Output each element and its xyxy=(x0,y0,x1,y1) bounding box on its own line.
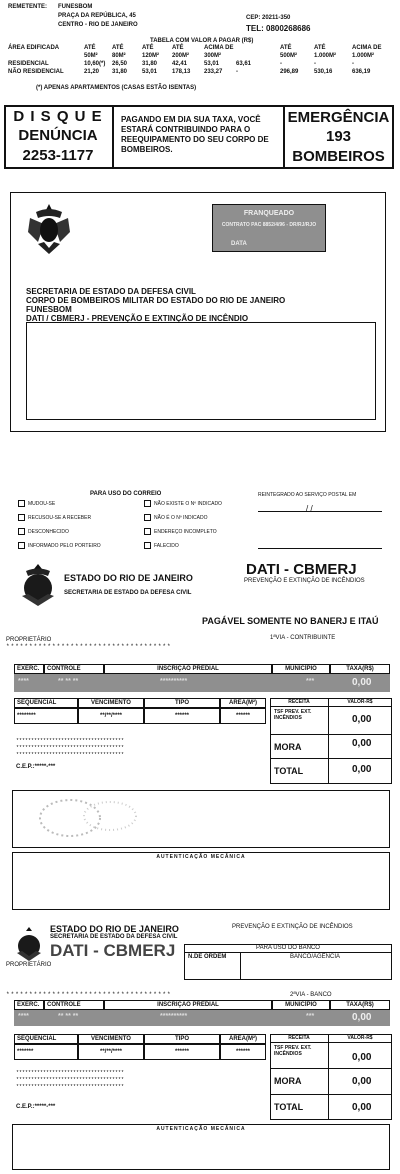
rate-cell-0-5: 63,61 xyxy=(236,61,252,67)
rate-cell-0-2: 31,80 xyxy=(142,61,158,67)
option-nao-existe: NÃO EXISTE O Nº INDICADO xyxy=(154,501,222,507)
slip2-h-area: ÁREA(M²) xyxy=(220,1034,266,1044)
reintegrado-date-line xyxy=(258,511,382,512)
rate-table xyxy=(0,45,400,85)
slip1-pagavel: PAGÁVEL SOMENTE NO BANERJ E ITAÚ xyxy=(202,616,379,626)
checkbox-recusou[interactable] xyxy=(18,514,25,521)
slip1-h-sequencial: SEQUENCIAL xyxy=(14,698,78,708)
slip1-h-controle: CONTROLE xyxy=(44,664,104,674)
rate-cell-1-6: 296,89 xyxy=(280,69,299,75)
slip2-v-municipio: *** xyxy=(306,1013,315,1020)
slip1-stars: ************************************ xyxy=(6,643,172,650)
rate-col-top-2: ATÉ xyxy=(142,45,154,51)
slip2-v-area: ****** xyxy=(220,1044,266,1060)
slip1-addr-stars-3: ************************************ xyxy=(16,752,125,758)
slip2-v-tipo: ****** xyxy=(144,1044,220,1060)
slip1-h-municipio: MUNICÍPIO xyxy=(272,664,330,674)
tel-text: TEL: 0800268686 xyxy=(246,24,311,33)
slip1-addr-stars-1: ************************************ xyxy=(16,738,125,744)
slip1-dati: DATI - CBMERJ xyxy=(246,561,357,578)
slip2-banco-title: PARA USO DO BANCO xyxy=(256,945,320,951)
rate-cell-1-2: 53,01 xyxy=(142,69,158,75)
rate-col-top-7: ACIMA DE xyxy=(352,45,382,51)
option-falecido: FALECIDO xyxy=(154,543,179,549)
slip2-total-label: TOTAL xyxy=(274,1102,304,1112)
option-mudou-se: MUDOU-SE xyxy=(28,501,56,507)
rate-cell-0-7: - xyxy=(314,61,316,67)
rate-table-title: TABELA COM VALOR A PAGAR (R$) xyxy=(150,38,254,44)
rate-cell-1-8: 636,19 xyxy=(352,69,371,75)
slip2-h-municipio: MUNICÍPIO xyxy=(272,1000,330,1010)
cep-text: CEP: 20211-350 xyxy=(246,15,291,21)
slip2-addr-stars-1: ************************************ xyxy=(16,1070,125,1076)
rate-cell-0-4: 53,01 xyxy=(204,61,220,67)
rate-cell-0-1: 26,50 xyxy=(112,61,128,67)
slip2-v-exerc: **** xyxy=(18,1013,29,1020)
slip2-h-inscricao: INSCRIÇÃO PREDIAL xyxy=(104,1000,272,1010)
slip1-receita-desc: TSF PREV. EXT. INCÊNDIOS xyxy=(274,709,312,721)
emergencia-number: 193 xyxy=(325,128,352,145)
correio-title: PARA USO DO CORREIO xyxy=(90,491,162,497)
slip2-total-val: 0,00 xyxy=(352,1102,372,1113)
slip1-mora-val: 0,00 xyxy=(352,738,372,749)
option-incompleto: ENDEREÇO INCOMPLETO xyxy=(154,529,217,535)
rate-col-bottom-5: 500M² xyxy=(280,53,298,59)
checkbox-nao-e[interactable] xyxy=(144,514,151,521)
rate-cell-0-6: - xyxy=(280,61,282,67)
checkbox-nao-existe[interactable] xyxy=(144,500,151,507)
rate-cell-0-0: 10,60(*) xyxy=(84,61,106,67)
slip1-v-municipio: *** xyxy=(306,678,315,685)
slip1-total-label: TOTAL xyxy=(274,766,304,776)
rate-col-top-4: ACIMA DE xyxy=(204,45,234,51)
slip2-secretaria: SECRETARIA DE ESTADO DA DEFESA CIVIL xyxy=(50,934,178,940)
slip2-h-tipo: TIPO xyxy=(144,1034,220,1044)
rate-cell-0-8: - xyxy=(352,61,354,67)
state-seal-icon xyxy=(18,562,58,608)
slip2-h-exerc: EXERC. xyxy=(14,1000,44,1010)
slip2-v-sequencial: ******* xyxy=(14,1044,78,1060)
rate-cell-0-3: 42,41 xyxy=(172,61,188,67)
rate-col-bottom-0: 50M² xyxy=(84,53,98,59)
slip1-prevencao: PREVENÇÃO E EXTINÇÃO DE INCÊNDIOS xyxy=(244,578,365,584)
slip1-v-controle: ** ** ** xyxy=(58,678,79,685)
slip2-mora-label: MORA xyxy=(274,1076,302,1086)
address-window xyxy=(26,322,376,420)
rate-col-bottom-1: 80M² xyxy=(112,53,126,59)
slip2-addr-stars-3: ************************************ xyxy=(16,1084,125,1090)
reintegrado-text: REINTEGRADO AO SERVIÇO POSTAL EM xyxy=(258,492,357,498)
rate-table-note: (*) APENAS APARTAMENTOS (CASAS ESTÃO ISENTAS) xyxy=(36,85,197,91)
slip2-estado: ESTADO DO RIO DE JANEIRO xyxy=(50,924,179,934)
slip1-autenticacao: AUTENTICAÇÃO MECÂNICA xyxy=(156,854,246,860)
rate-cell-1-3: 178,13 xyxy=(172,69,191,75)
slip1-addr-stars-2: ************************************ xyxy=(16,745,125,751)
slip2-via: 2ªVIA - BANCO xyxy=(290,992,332,998)
slip1-faded-seal-icon xyxy=(30,796,150,840)
remetente-name: FUNESBOM xyxy=(58,4,93,10)
option-desconhecido: DESCONHECIDO xyxy=(28,529,69,535)
slip1-via: 1ªVIA - CONTRIBUINTE xyxy=(270,635,336,641)
slip2-h-valor: VALOR-R$ xyxy=(347,1035,373,1041)
rate-cell-1-7: 530,16 xyxy=(314,69,333,75)
rate-cell-1-5: - xyxy=(236,69,238,75)
slip1-h-taxa: TAXA(R$) xyxy=(330,664,390,674)
slip2-receita-val: 0,00 xyxy=(352,1052,372,1063)
rate-col-top-1: ATÉ xyxy=(112,45,124,51)
rate-row-label-header: ÁREA EDIFICADA xyxy=(8,45,60,51)
slip1-h-area: ÁREA(M²) xyxy=(220,698,266,708)
address-line2: CENTRO - RIO DE JANEIRO xyxy=(58,22,138,28)
coat-of-arms-icon xyxy=(26,202,72,256)
slip1-v-area: ****** xyxy=(220,708,266,724)
checkbox-desconhecido[interactable] xyxy=(18,528,25,535)
slip2-addr-stars-2: ************************************ xyxy=(16,1077,125,1083)
rate-col-bottom-6: 1.000M² xyxy=(314,53,337,59)
slip2-v-taxa: 0,00 xyxy=(352,1012,372,1023)
signature-line xyxy=(258,548,382,549)
data-label: DATA xyxy=(231,241,247,247)
slip2-h-receita: RECEITA xyxy=(288,1035,310,1041)
slip1-h-inscricao: INSCRIÇÃO PREDIAL xyxy=(104,664,272,674)
env-line2: CORPO DE BOMBEIROS MILITAR DO ESTADO DO RIO DE JANEIRO xyxy=(26,296,286,305)
rate-cell-1-4: 233,27 xyxy=(204,69,223,75)
rate-col-top-5: ATÉ xyxy=(280,45,292,51)
slip1-v-inscricao: ********** xyxy=(160,678,188,685)
slip2-banco-divider xyxy=(240,952,241,980)
rate-col-bottom-2: 120M² xyxy=(142,53,160,59)
slip1-h-valor: VALOR-R$ xyxy=(347,699,373,705)
slip1-valor-hline1 xyxy=(270,706,392,707)
rate-cell-1-0: 21,20 xyxy=(84,69,100,75)
slip1-h-receita: RECEITA xyxy=(288,699,310,705)
slip2-valor-hline3 xyxy=(270,1094,392,1095)
rate-col-bottom-7: 1.000M² xyxy=(352,53,375,59)
slip2-h-sequencial: SEQUENCIAL xyxy=(14,1034,78,1044)
slip1-secretaria: SECRETARIA DE ESTADO DA DEFESA CIVIL xyxy=(64,590,192,596)
bombeiros-text: BOMBEIROS xyxy=(292,148,385,165)
slip1-v-taxa: 0,00 xyxy=(352,677,372,688)
slip2-stars: ************************************ xyxy=(6,991,172,998)
slip1-v-sequencial: ******** xyxy=(14,708,78,724)
rate-row-label-0: RESIDENCIAL xyxy=(8,61,49,67)
slip1-authentication-box xyxy=(12,852,390,910)
slip2-v-controle: ** ** ** xyxy=(58,1013,79,1020)
emergencia-text: EMERGÊNCIA xyxy=(287,109,390,126)
slip2-h-taxa: TAXA(R$) xyxy=(330,1000,390,1010)
contract-text: CONTRATO PAC 8852/4/96 - DR/RJ/RJO xyxy=(221,222,317,228)
option-recusou: RECUSOU-SE A RECEBER xyxy=(28,515,92,521)
slip2-proprietario: PROPRIETÁRIO xyxy=(6,962,52,968)
slip1-receita-val: 0,00 xyxy=(352,714,372,725)
disque-text: D I S Q U E xyxy=(13,108,103,125)
checkbox-falecido[interactable] xyxy=(144,542,151,549)
slip1-valor-divider xyxy=(328,698,329,784)
slip2-nde-ordem: N.DE ORDEM xyxy=(188,954,227,960)
banner-divider-left xyxy=(112,105,114,169)
env-line4: DATI / CBMERJ - PREVENÇÃO E EXTINÇÃO DE INCÊNDIO xyxy=(26,314,249,323)
rate-col-top-3: ATÉ xyxy=(172,45,184,51)
slip1-v-exerc: **** xyxy=(18,678,29,685)
slip2-prevencao: PREVENÇÃO E EXTINÇÃO DE INCÊNDIOS xyxy=(232,924,353,930)
checkbox-incompleto[interactable] xyxy=(144,528,151,535)
address-line1: PRAÇA DA REPÚBLICA, 45 xyxy=(58,13,136,19)
rate-row-label-1: NÃO RESIDENCIAL xyxy=(8,69,64,75)
rate-cell-1-1: 31,80 xyxy=(112,69,128,75)
slip2-v-inscricao: ********** xyxy=(160,1013,188,1020)
slip2-banco-hline xyxy=(184,952,392,953)
slip2-dati: DATI - CBMERJ xyxy=(50,941,176,960)
slip2-valor-divider xyxy=(328,1034,329,1120)
slip1-cep: C.E.P.:*****-*** xyxy=(16,764,56,770)
denuncia-text: DENÚNCIA xyxy=(18,127,98,144)
slip2-h-vencimento: VENCIMENTO xyxy=(78,1034,144,1044)
slip1-proprietario: PROPRIETÁRIO xyxy=(6,637,52,643)
slip2-v-vencimento: **/**/**** xyxy=(78,1044,144,1060)
slip2-banco-agencia: BANCO/AGÊNCIA xyxy=(290,954,341,960)
rate-col-bottom-4: 300M² xyxy=(204,53,222,59)
slip2-autenticacao: AUTENTICAÇÃO MECÂNICA xyxy=(156,1126,246,1132)
slip1-valor-hline3 xyxy=(270,758,392,759)
denuncia-phone: 2253-1177 xyxy=(22,147,94,164)
slip1-valor-hline2 xyxy=(270,734,392,735)
slip2-valor-hline2 xyxy=(270,1068,392,1069)
slip2-valor-hline1 xyxy=(270,1042,392,1043)
state-seal-icon-2 xyxy=(14,926,44,962)
slip2-mora-val: 0,00 xyxy=(352,1076,372,1087)
env-line1: SECRETARIA DE ESTADO DA DEFESA CIVIL xyxy=(26,287,196,296)
rate-col-top-0: ATÉ xyxy=(84,45,96,51)
rate-col-top-6: ATÉ xyxy=(314,45,326,51)
slip2-cep: C.E.P.:*****-*** xyxy=(16,1104,56,1110)
slip1-mora-label: MORA xyxy=(274,742,302,752)
banner-message: PAGANDO EM DIA SUA TAXA, VOCÊ ESTARÁ CONTRIBUINDO PARA O REEQUIPAMENTO DO SEU CORPO DE BOMBEIROS. xyxy=(121,115,269,154)
option-porteiro: INFORMADO PELO PORTEIRO xyxy=(28,543,101,549)
slip1-h-tipo: TIPO xyxy=(144,698,220,708)
slip1-estado: ESTADO DO RIO DE JANEIRO xyxy=(64,573,193,583)
slip1-h-vencimento: VENCIMENTO xyxy=(78,698,144,708)
slip2-receita-desc: TSF PREV. EXT. INCÊNDIOS xyxy=(274,1045,312,1057)
franqueado-label: FRANQUEADO xyxy=(243,210,295,217)
remetente-label: REMETENTE: xyxy=(8,4,47,10)
reintegrado-date: / / xyxy=(306,504,313,513)
slip1-v-tipo: ****** xyxy=(144,708,220,724)
checkbox-mudou-se[interactable] xyxy=(18,500,25,507)
checkbox-porteiro[interactable] xyxy=(18,542,25,549)
slip1-h-exerc: EXERC. xyxy=(14,664,44,674)
slip2-h-controle: CONTROLE xyxy=(44,1000,104,1010)
slip1-total-val: 0,00 xyxy=(352,764,372,775)
env-line3: FUNESBOM xyxy=(26,305,72,314)
option-nao-e: NÃO É O Nº INDICADO xyxy=(154,515,208,521)
slip1-v-vencimento: **/**/**** xyxy=(78,708,144,724)
rate-col-bottom-3: 200M² xyxy=(172,53,190,59)
